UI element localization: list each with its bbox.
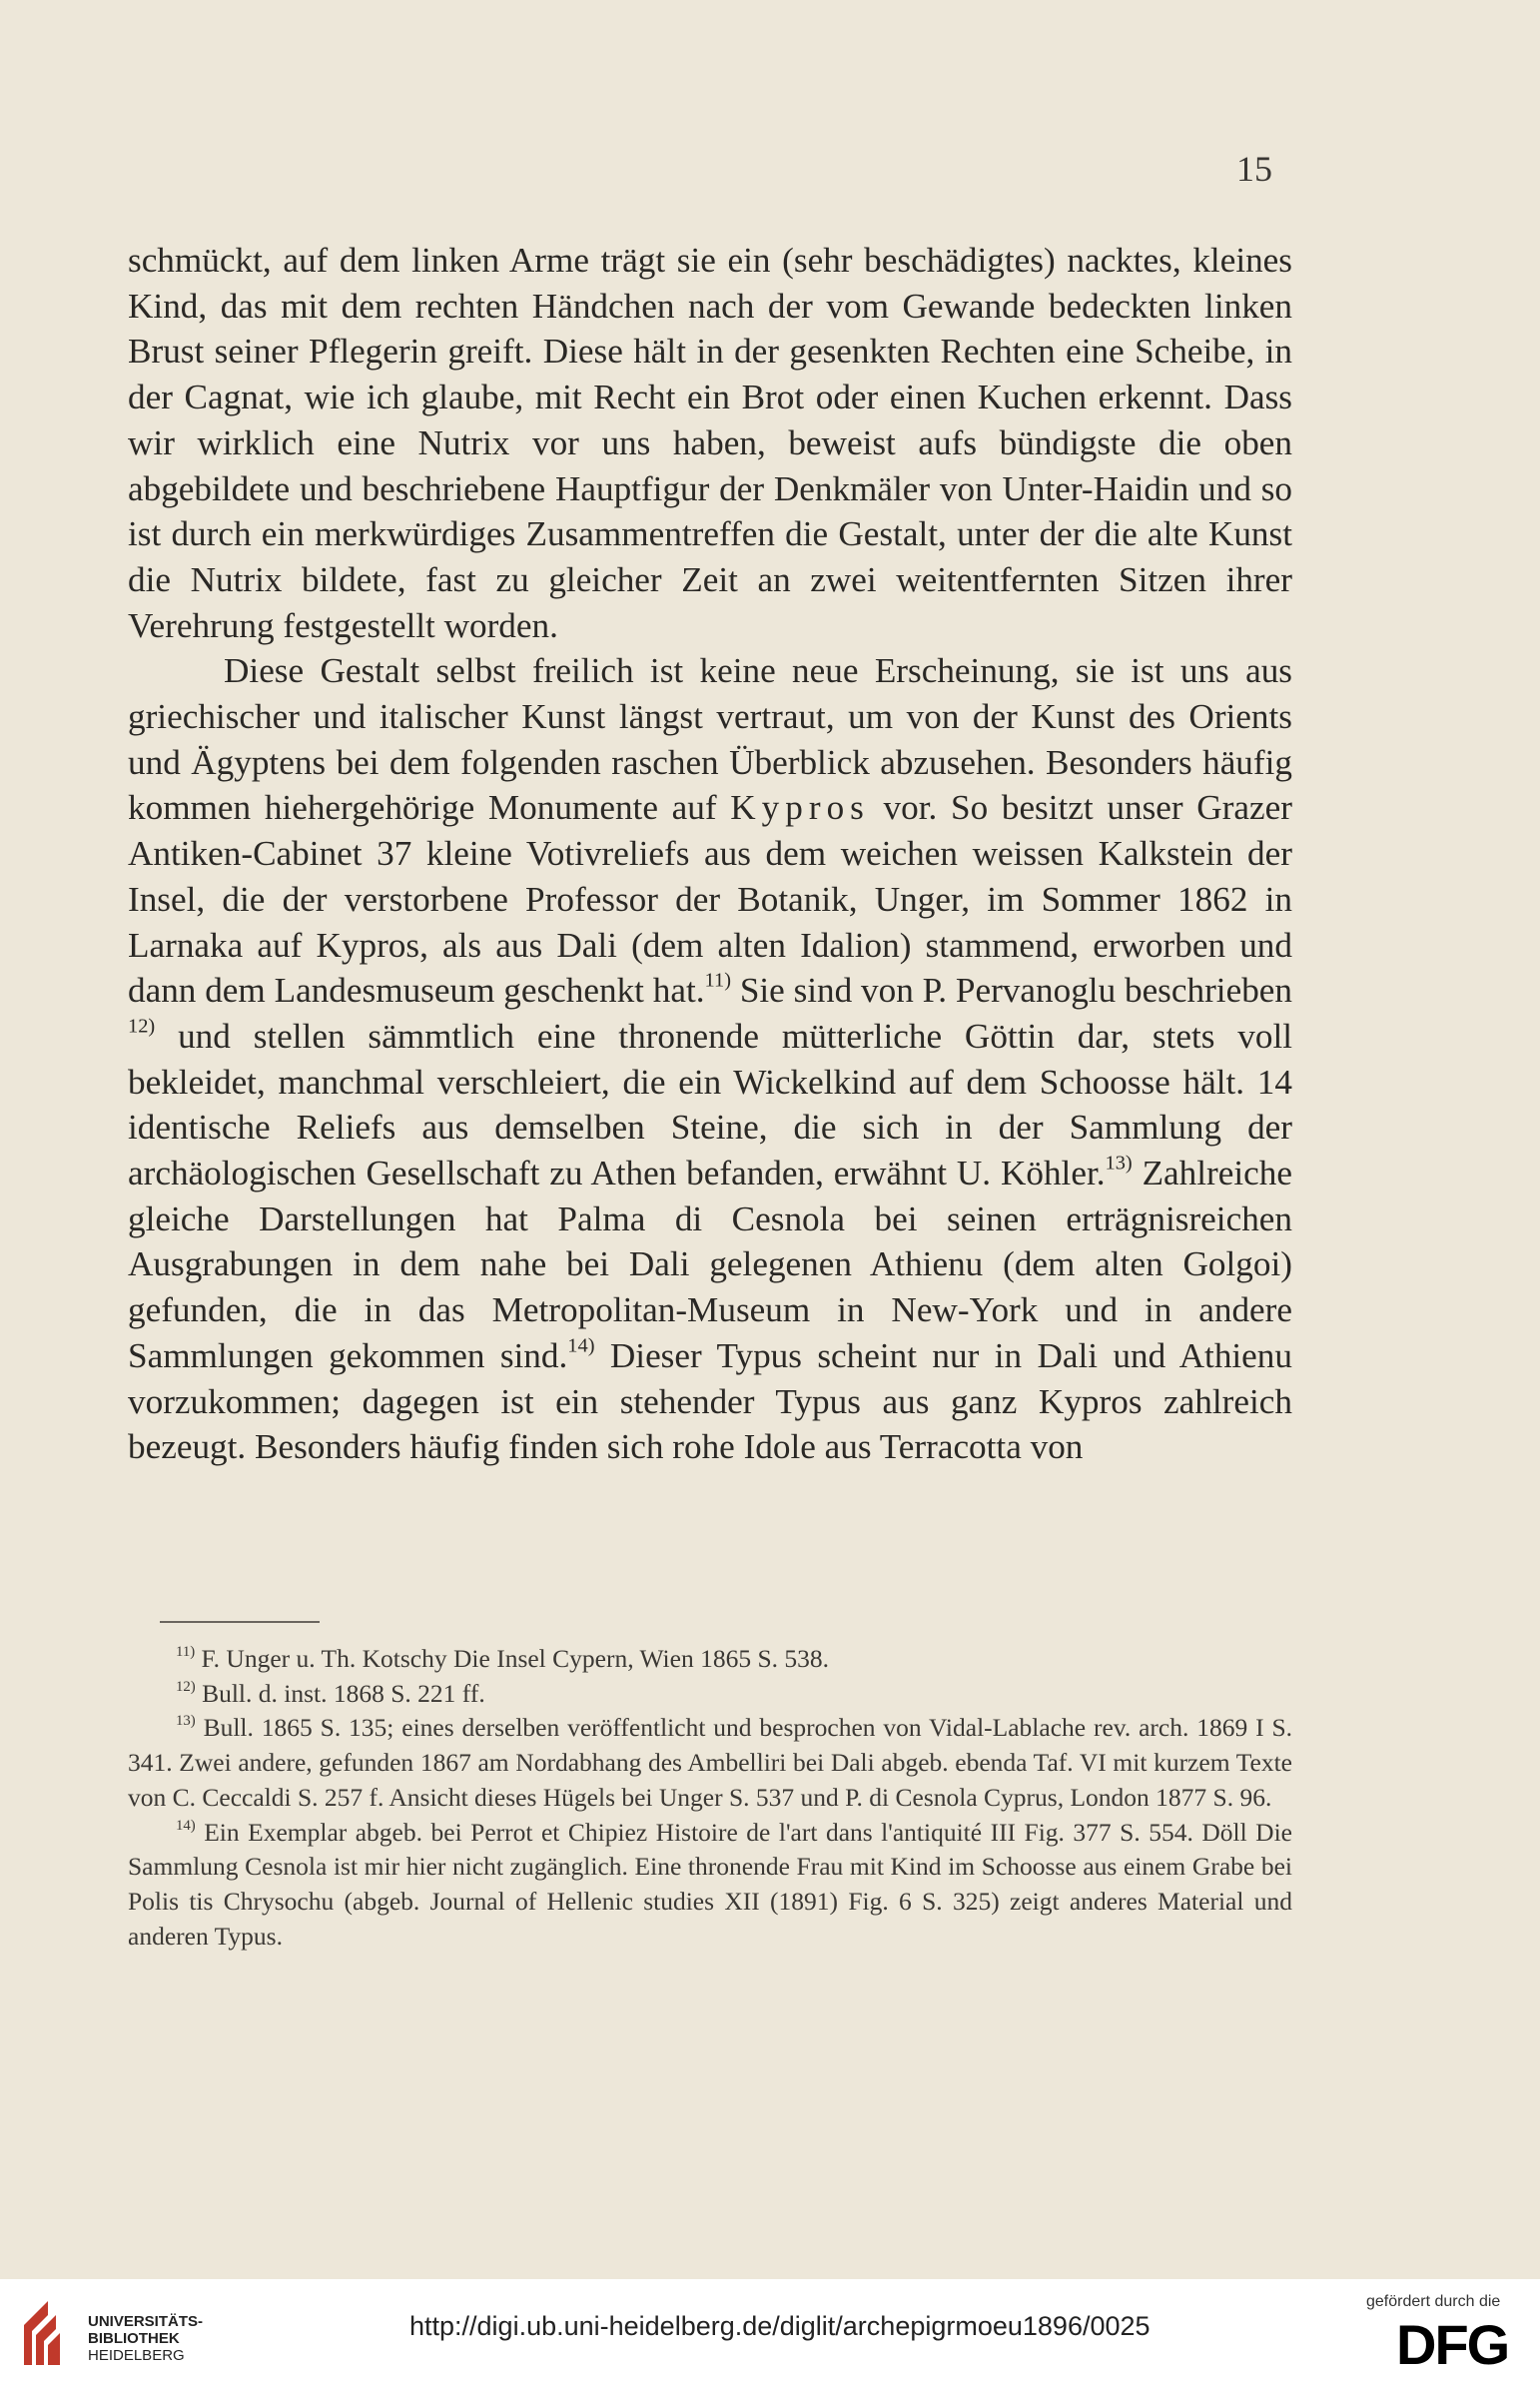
footnote-12 bbox=[128, 1677, 1292, 1712]
library-line-2: BIBLIOTHEK bbox=[88, 2330, 180, 2347]
footnote-ref-11[interactable]: 11) bbox=[704, 969, 731, 992]
page-number: 15 bbox=[1236, 149, 1272, 189]
footnote-mark: 12) bbox=[176, 1678, 196, 1695]
paragraph-2-part-1: Diese Gestalt selbst freilich ist keine neue Erscheinung, sie ist uns aus griechischer und italischer Kunst längst vertraut, um von der Kunst des Orients und Ägyptens bei dem folgenden raschen Überblick abzusehen. Besonders häufig kommen hiehergehörige Monumente auf bbox=[128, 651, 1292, 828]
paragraph-2-part-4: und stellen sämmtlich eine thronende mütterliche Göttin dar, stets voll bekleidet, manchmal verschleiert, die ein Wickelkind auf dem Schoosse hält. 14 identische Reliefs aus demselben Steine, die sich in der Sammlung der archäologischen Gesellschaft zu Athen befanden, erwähnt U. Köhler. bbox=[128, 1016, 1293, 1193]
funding-caption: gefördert durch die bbox=[1366, 2293, 1501, 2310]
university-library-logo[interactable] bbox=[20, 2295, 204, 2365]
footnote-text: Bull. 1865 S. 135; eines derselben veröffentlicht und besprochen von Vidal-Lablache rev. arch. 1869 I S. 341. Zwei andere, gefunden 1867 am Nordabhang des Ambelliri bei Dali abgeb. ebenda Taf. VI mit kurzem Texte von C. Ceccaldi S. 257 f. Ansicht dieses Hügels bei Unger S. 537 und P. di Cesnola Cyprus, London 1877 S. 96. bbox=[128, 1713, 1293, 1812]
spaced-word-kypros: Kypros bbox=[730, 788, 870, 828]
footnote-ref-12[interactable]: 12) bbox=[128, 1015, 156, 1038]
footnote-13 bbox=[128, 1711, 1292, 1815]
paragraph-2 bbox=[128, 648, 1292, 1470]
library-line-3: HEIDELBERG bbox=[88, 2347, 185, 2364]
paragraph-2-part-3: Sie sind von P. Pervanoglu beschrieben bbox=[739, 971, 1293, 1011]
library-line-1: UNIVERSITÄTS- bbox=[88, 2313, 204, 2330]
footnote-divider bbox=[160, 1621, 320, 1623]
footnote-14 bbox=[128, 1816, 1292, 1955]
library-emblem-icon bbox=[20, 2295, 64, 2367]
dfg-logo[interactable]: DFG bbox=[1396, 2313, 1509, 2376]
footnote-text: Ein Exemplar abgeb. bei Perrot et Chipiez Histoire de l'art dans l'antiquité III Fig. 377 S. 554. Döll Die Sammlung Cesnola ist mir hier nicht zugänglich. Eine thronende Frau mit Kind im Schoosse aus einem Grabe bei Polis tis Chrysochu (abgeb. Journal of Hellenic studies XII (1891) Fig. 6 S. 325) zeigt anderes Material und anderen Typus. bbox=[128, 1817, 1292, 1951]
footnote-mark: 14) bbox=[176, 1817, 196, 1834]
body-text bbox=[128, 238, 1292, 1470]
footnote-ref-14[interactable]: 14) bbox=[567, 1334, 595, 1357]
footnote-ref-13[interactable]: 13) bbox=[1105, 1152, 1133, 1175]
library-name bbox=[88, 2313, 203, 2364]
footnote-11 bbox=[128, 1642, 1292, 1677]
footnote-text: F. Unger u. Th. Kotschy Die Insel Cypern, Wien 1865 S. 538. bbox=[201, 1644, 830, 1673]
paragraph-2-part-6: Dieser Typus scheint nur in Dali und Athienu vorzukommen; dagegen ist ein stehender Typus aus ganz Kypros zahlreich bezeugt. Besonders häufig finden sich rohe Idole aus Terracotta von bbox=[128, 1335, 1292, 1467]
paragraph-2-part-5: Zahlreiche gleiche Darstellungen hat Palma di Cesnola bei seinen erträgnisreichen Ausgrabungen in dem nahe bei Dali gelegenen Athienu (dem alten Golgoi) gefunden, die in das Metropolitan-Museum in New-York und in andere Sammlungen gekommen sind. bbox=[128, 1154, 1292, 1375]
viewer-footer bbox=[0, 2279, 1540, 2382]
permalink-url[interactable]: http://digi.ub.uni-heidelberg.de/diglit/archepigrmoeu1896/0025 bbox=[409, 2311, 1151, 2341]
footnote-text: Bull. d. inst. 1868 S. 221 ff. bbox=[202, 1678, 485, 1708]
footnotes bbox=[128, 1642, 1292, 1954]
paragraph-2-part-2: vor. So besitzt unser Grazer Antiken-Cabinet 37 kleine Votivreliefs aus dem weichen weissen Kalkstein der Insel, die der verstorbene Professor der Botanik, Unger, im Sommer 1862 in Larnaka auf Kypros, als aus Dali (dem alten Idalion) stammend, erworben und dann dem Landesmuseum geschenkt hat. bbox=[128, 788, 1292, 1011]
footnote-mark: 11) bbox=[176, 1643, 196, 1660]
paragraph-1: schmückt, auf dem linken Arme trägt sie ein (sehr beschädigtes) nacktes, kleines Kind, das mit dem rechten Händchen nach der vom Gewande bedeckten linken Brust seiner Pflegerin greift. Diese hält in der gesenkten Rechten eine Scheibe, in der Cagnat, wie ich glaube, mit Recht ein Brot oder einen Kuchen erkennt. Dass wir wirklich eine Nutrix vor uns haben, beweist aufs bündigste die oben abgebildete und beschriebene Hauptfigur der Denkmäler von Unter-Haidin und so ist durch ein merkwürdiges Zusammentreffen die Gestalt, unter der die alte Kunst die Nutrix bildete, fast zu gleicher Zeit an zwei weitentfernten Sitzen ihrer Verehrung festgestellt worden. bbox=[128, 241, 1292, 645]
footnote-mark: 13) bbox=[176, 1713, 196, 1730]
